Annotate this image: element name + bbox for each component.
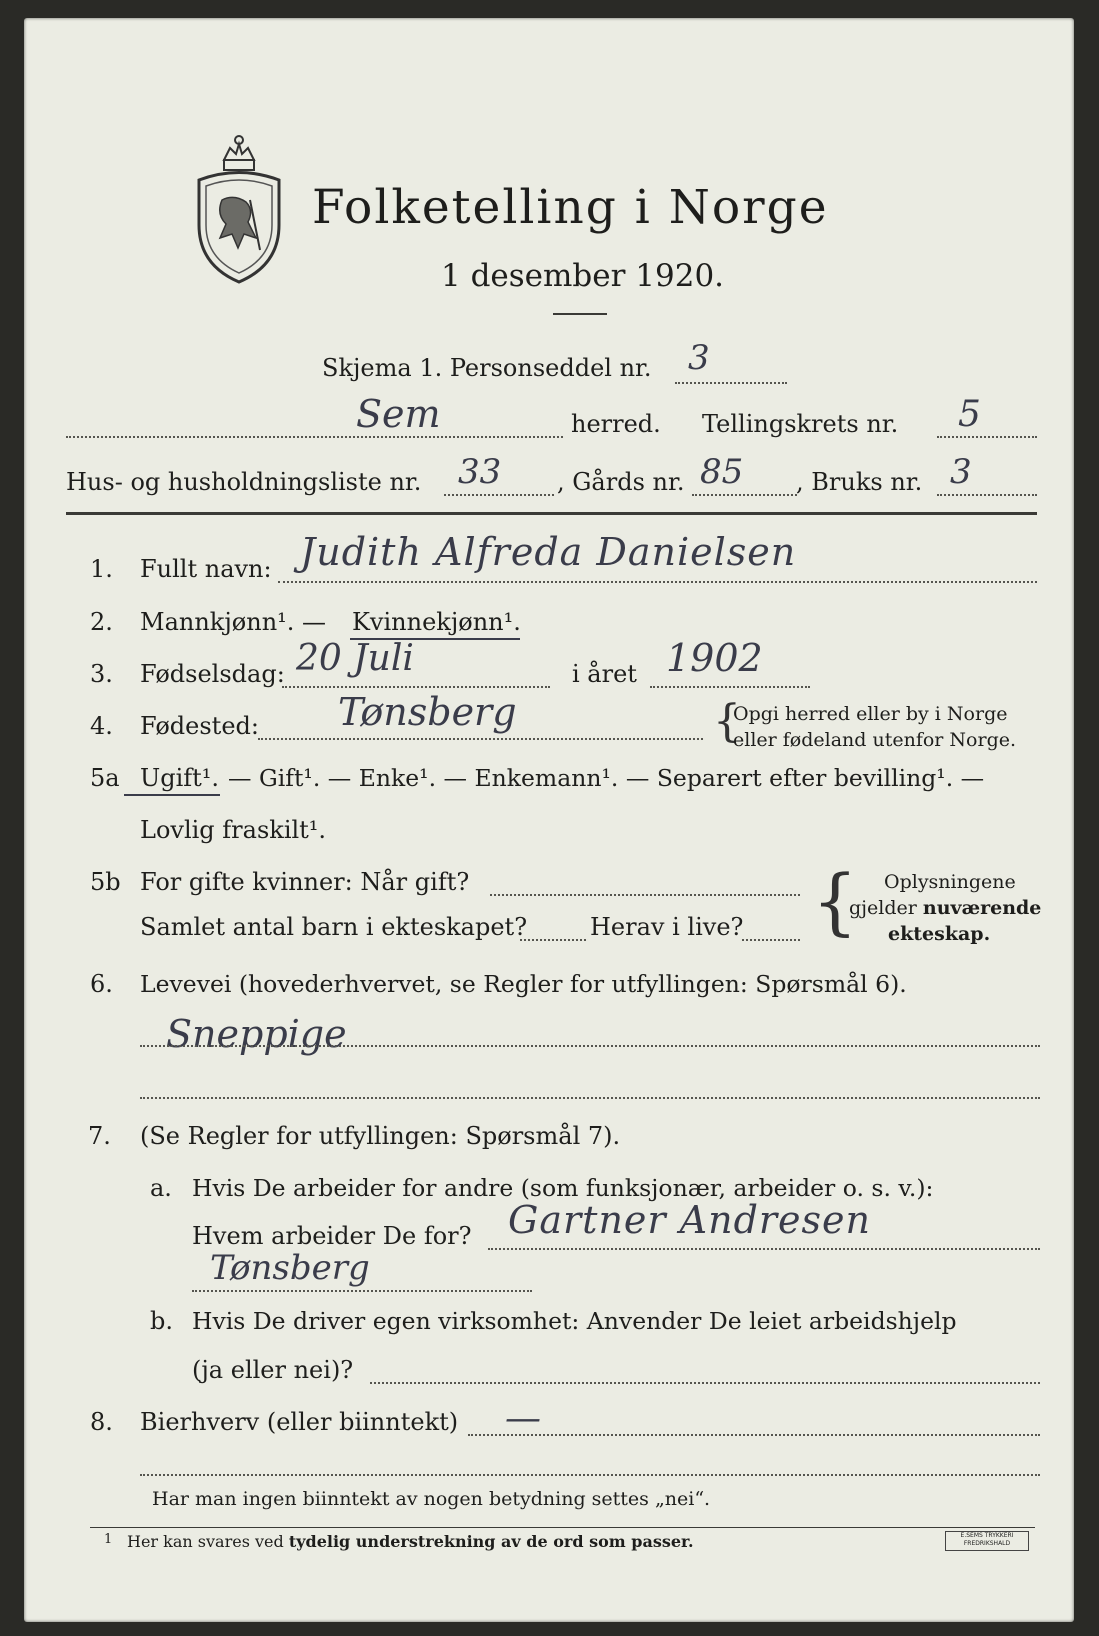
- tellingskrets-value[interactable]: 5: [958, 394, 981, 435]
- q2-number: 2.: [90, 608, 113, 636]
- q8-number: 8.: [90, 1408, 113, 1436]
- q7a-line2: [192, 1290, 532, 1292]
- employer-place-value[interactable]: Tønsberg: [210, 1248, 370, 1288]
- footer-divider: [90, 1527, 1035, 1528]
- status-other-options[interactable]: — Gift¹. — Enke¹. — Enkemann¹. — Separert efter bevilling¹. —: [228, 764, 985, 792]
- employer-value[interactable]: Gartner Andresen: [508, 1198, 872, 1242]
- q3-number: 3.: [90, 660, 113, 688]
- q7b-question: (ja eller nei)?: [192, 1356, 354, 1384]
- full-name-value[interactable]: Judith Alfreda Danielsen: [300, 530, 797, 574]
- q7a-letter: a.: [150, 1174, 172, 1202]
- birth-year-value[interactable]: 1902: [666, 636, 763, 680]
- tellingskrets-label: Tellingskrets nr.: [702, 410, 899, 438]
- birthplace-value[interactable]: Tønsberg: [338, 690, 517, 734]
- q5b-married-line: [490, 894, 800, 896]
- q6-line1: [140, 1045, 1040, 1047]
- herred-label: herred.: [571, 410, 661, 438]
- q4-number: 4.: [90, 712, 113, 740]
- hus-line: [444, 494, 554, 496]
- hus-label: Hus- og husholdningsliste nr.: [66, 468, 422, 496]
- birth-day-value[interactable]: 20 Juli: [296, 638, 414, 679]
- q5b-note-line2: gjelder nuværende: [849, 897, 1042, 919]
- census-date: 1 desember 1920.: [441, 258, 725, 294]
- q7-label: (Se Regler for utfyllingen: Spørsmål 7).: [140, 1122, 621, 1150]
- gards-line: [692, 494, 797, 496]
- title-divider: [553, 313, 607, 315]
- q6-number: 6.: [90, 970, 113, 998]
- q5b-note-line1: Oplysningene: [884, 871, 1016, 893]
- q5a-number: 5a: [90, 764, 120, 792]
- q7-number: 7.: [88, 1122, 111, 1150]
- ugift-underline: [124, 794, 220, 796]
- gards-value[interactable]: 85: [700, 452, 744, 492]
- bruks-value[interactable]: 3: [950, 452, 972, 492]
- herred-line: [66, 436, 563, 438]
- q4-note-brace: {: [713, 696, 741, 747]
- q8-label: Bierhverv (eller biinntekt): [140, 1408, 459, 1436]
- header-divider: [66, 512, 1037, 515]
- q1-number: 1.: [90, 555, 113, 583]
- q3-year-line: [650, 686, 810, 688]
- q7a-line1: [488, 1248, 1040, 1250]
- personseddel-line: [675, 382, 787, 384]
- q4-note-line1: Opgi herred eller by i Norge: [733, 703, 1008, 725]
- q1-label: Fullt navn:: [140, 555, 272, 583]
- q5b-alive-label: Herav i live?: [590, 913, 744, 941]
- hus-value[interactable]: 33: [458, 452, 502, 492]
- form-title: Folketelling i Norge: [312, 180, 829, 235]
- occupation-value[interactable]: Sneppige: [166, 1012, 347, 1056]
- bruks-label: , Bruks nr.: [796, 468, 923, 496]
- printer-stamp: E.SEMS TRYKKERI FREDRIKSHALD: [945, 1531, 1029, 1551]
- q7a-text: Hvis De arbeider for andre (som funksjonær, arbeider o. s. v.):: [192, 1174, 934, 1202]
- status-ugift-option[interactable]: Ugift¹.: [140, 764, 220, 792]
- side-income-value[interactable]: —: [505, 1398, 541, 1439]
- q5b-children-line: [520, 939, 586, 941]
- q7a-question: Hvem arbeider De for?: [192, 1222, 472, 1250]
- personseddel-value[interactable]: 3: [688, 338, 710, 378]
- q3-year-label: i året: [572, 660, 637, 688]
- footnote-mark: 1: [104, 1532, 113, 1547]
- q4-label: Fødested:: [140, 712, 259, 740]
- q3-day-line: [282, 686, 550, 688]
- q6-line2: [140, 1097, 1040, 1099]
- bruks-line: [937, 494, 1037, 496]
- q8-line2: [140, 1474, 1040, 1476]
- q6-label: Levevei (hovederhvervet, se Regler for utfyllingen: Spørsmål 6).: [140, 970, 907, 998]
- status-fraskilt-option[interactable]: Lovlig fraskilt¹.: [140, 816, 327, 844]
- herred-value[interactable]: Sem: [356, 392, 441, 436]
- q7b-line: [370, 1382, 1040, 1384]
- gards-label: , Gårds nr.: [557, 468, 685, 496]
- q1-line: [278, 581, 1037, 583]
- q8-line1: [468, 1434, 1040, 1436]
- sex-female-option[interactable]: Kvinnekjønn¹.: [352, 608, 521, 636]
- footnote-text: Her kan svares ved tydelig understrekning av de ord som passer.: [127, 1532, 694, 1551]
- q4-line: [258, 738, 703, 740]
- q5b-married-label: For gifte kvinner: Når gift?: [140, 868, 470, 896]
- q7b-text: Hvis De driver egen virksomhet: Anvender De leiet arbeidshjelp: [192, 1307, 957, 1335]
- schema-label: Skjema 1. Personseddel nr.: [322, 354, 652, 382]
- q5b-children-label: Samlet antal barn i ekteskapet?: [140, 913, 528, 941]
- q5b-number: 5b: [90, 868, 121, 896]
- tellingskrets-line: [937, 436, 1037, 438]
- sex-male-option[interactable]: Mannkjønn¹. —: [140, 608, 327, 636]
- q3-label: Fødselsdag:: [140, 660, 285, 688]
- q5b-alive-line: [742, 939, 800, 941]
- coat-of-arms-icon: [194, 130, 284, 288]
- q7b-letter: b.: [150, 1307, 173, 1335]
- footer-note: Har man ingen biinntekt av nogen betydning settes „nei“.: [152, 1488, 711, 1510]
- q5b-note-line3: ekteskap.: [888, 923, 991, 945]
- q5b-note-brace: {: [812, 859, 858, 943]
- q4-note-line2: eller fødeland utenfor Norge.: [733, 729, 1017, 751]
